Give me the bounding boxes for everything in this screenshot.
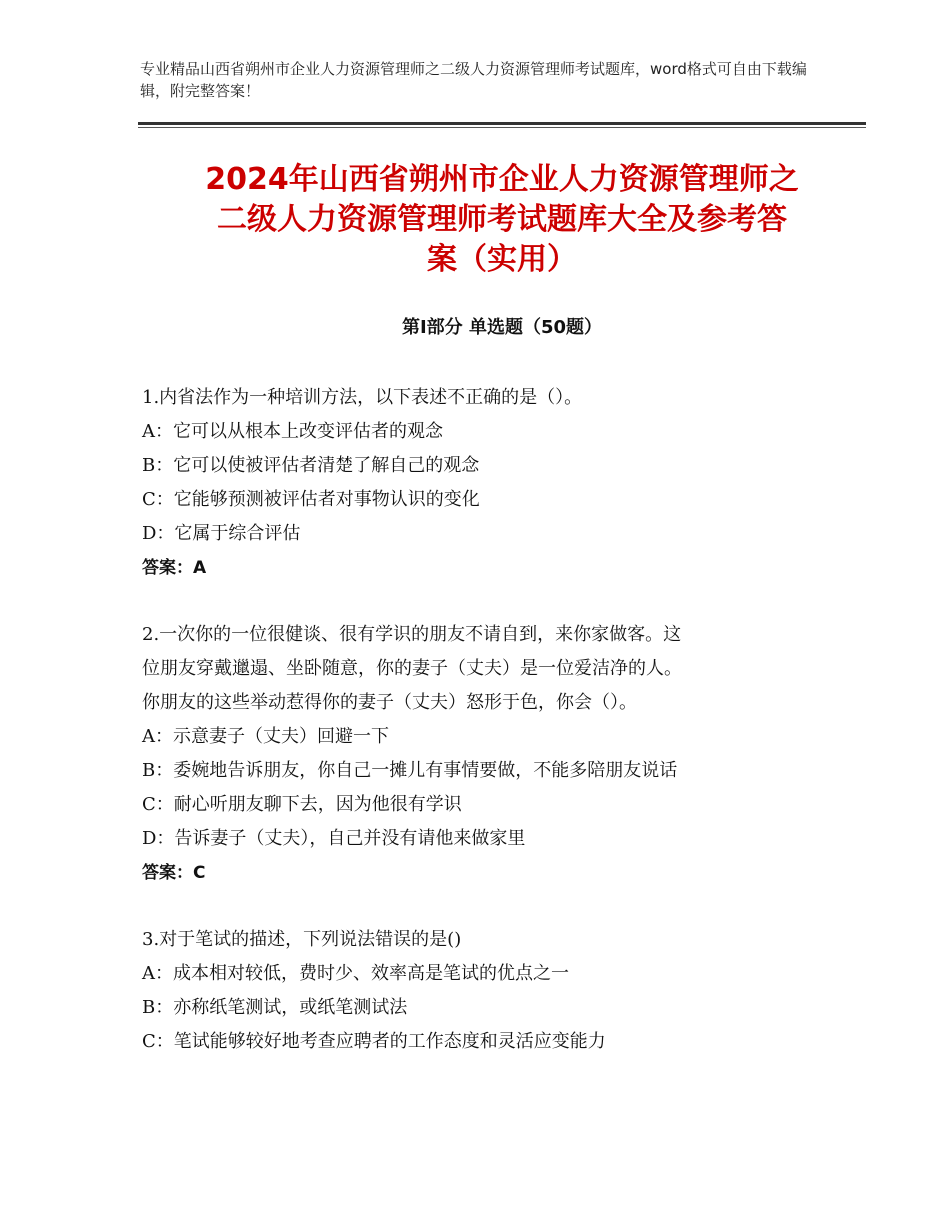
question-2 — [142, 618, 862, 890]
option-b: B：亦称纸笔测试，或纸笔测试法 — [142, 997, 408, 1018]
option-c: C：耐心听朋友聊下去，因为他很有学识 — [142, 794, 462, 815]
question-stem: 位朋友穿戴邋遢、坐卧随意，你的妻子（丈夫）是一位爱洁净的人。 — [142, 658, 682, 679]
option-b: B：委婉地告诉朋友，你自己一摊儿有事情要做，不能多陪朋友说话 — [142, 760, 678, 781]
title-line: 2024年山西省朔州市企业人力资源管理师之 — [205, 162, 799, 197]
answer-label: 答案：C — [142, 863, 206, 883]
question-stem: 1.内省法作为一种培训方法，以下表述不正确的是（）。 — [142, 387, 583, 408]
option-c: C：笔试能够较好地考查应聘者的工作态度和灵活应变能力 — [142, 1031, 606, 1052]
section-title: 第Ⅰ部分 单选题（50题） — [401, 317, 602, 338]
option-b: B：它可以使被评估者清楚了解自己的观念 — [142, 455, 480, 476]
header-note: 专业精品山西省朔州市企业人力资源管理师之二级人力资源管理师考试题库，word格式可自由下载编辑，附完整答案！ — [140, 60, 807, 100]
header-rule-thin — [138, 127, 866, 128]
question-stem: 你朋友的这些举动惹得你的妻子（丈夫）怒形于色，你会（）。 — [142, 692, 637, 713]
option-d: D：告诉妻子（丈夫），自己并没有请他来做家里 — [142, 828, 526, 849]
option-a: A：示意妻子（丈夫）回避一下 — [142, 726, 389, 747]
title-line: 二级人力资源管理师考试题库大全及参考答 — [217, 202, 787, 237]
question-3 — [142, 923, 862, 1059]
option-a: A：它可以从根本上改变评估者的观念 — [142, 421, 443, 442]
title-line: 案（实用） — [427, 242, 577, 277]
answer-label: 答案：A — [142, 558, 207, 578]
option-d: D：它属于综合评估 — [142, 523, 301, 544]
option-a: A：成本相对较低，费时少、效率高是笔试的优点之一 — [142, 963, 569, 984]
question-stem: 3.对于笔试的描述，下列说法错误的是() — [142, 929, 462, 950]
document-title — [138, 160, 866, 280]
question-1 — [142, 381, 862, 585]
question-list — [142, 381, 862, 1092]
option-c: C：它能够预测被评估者对事物认识的变化 — [142, 489, 480, 510]
question-stem: 2.一次你的一位很健谈、很有学识的朋友不请自到，来你家做客。这 — [142, 624, 682, 645]
header-rule — [138, 122, 866, 125]
